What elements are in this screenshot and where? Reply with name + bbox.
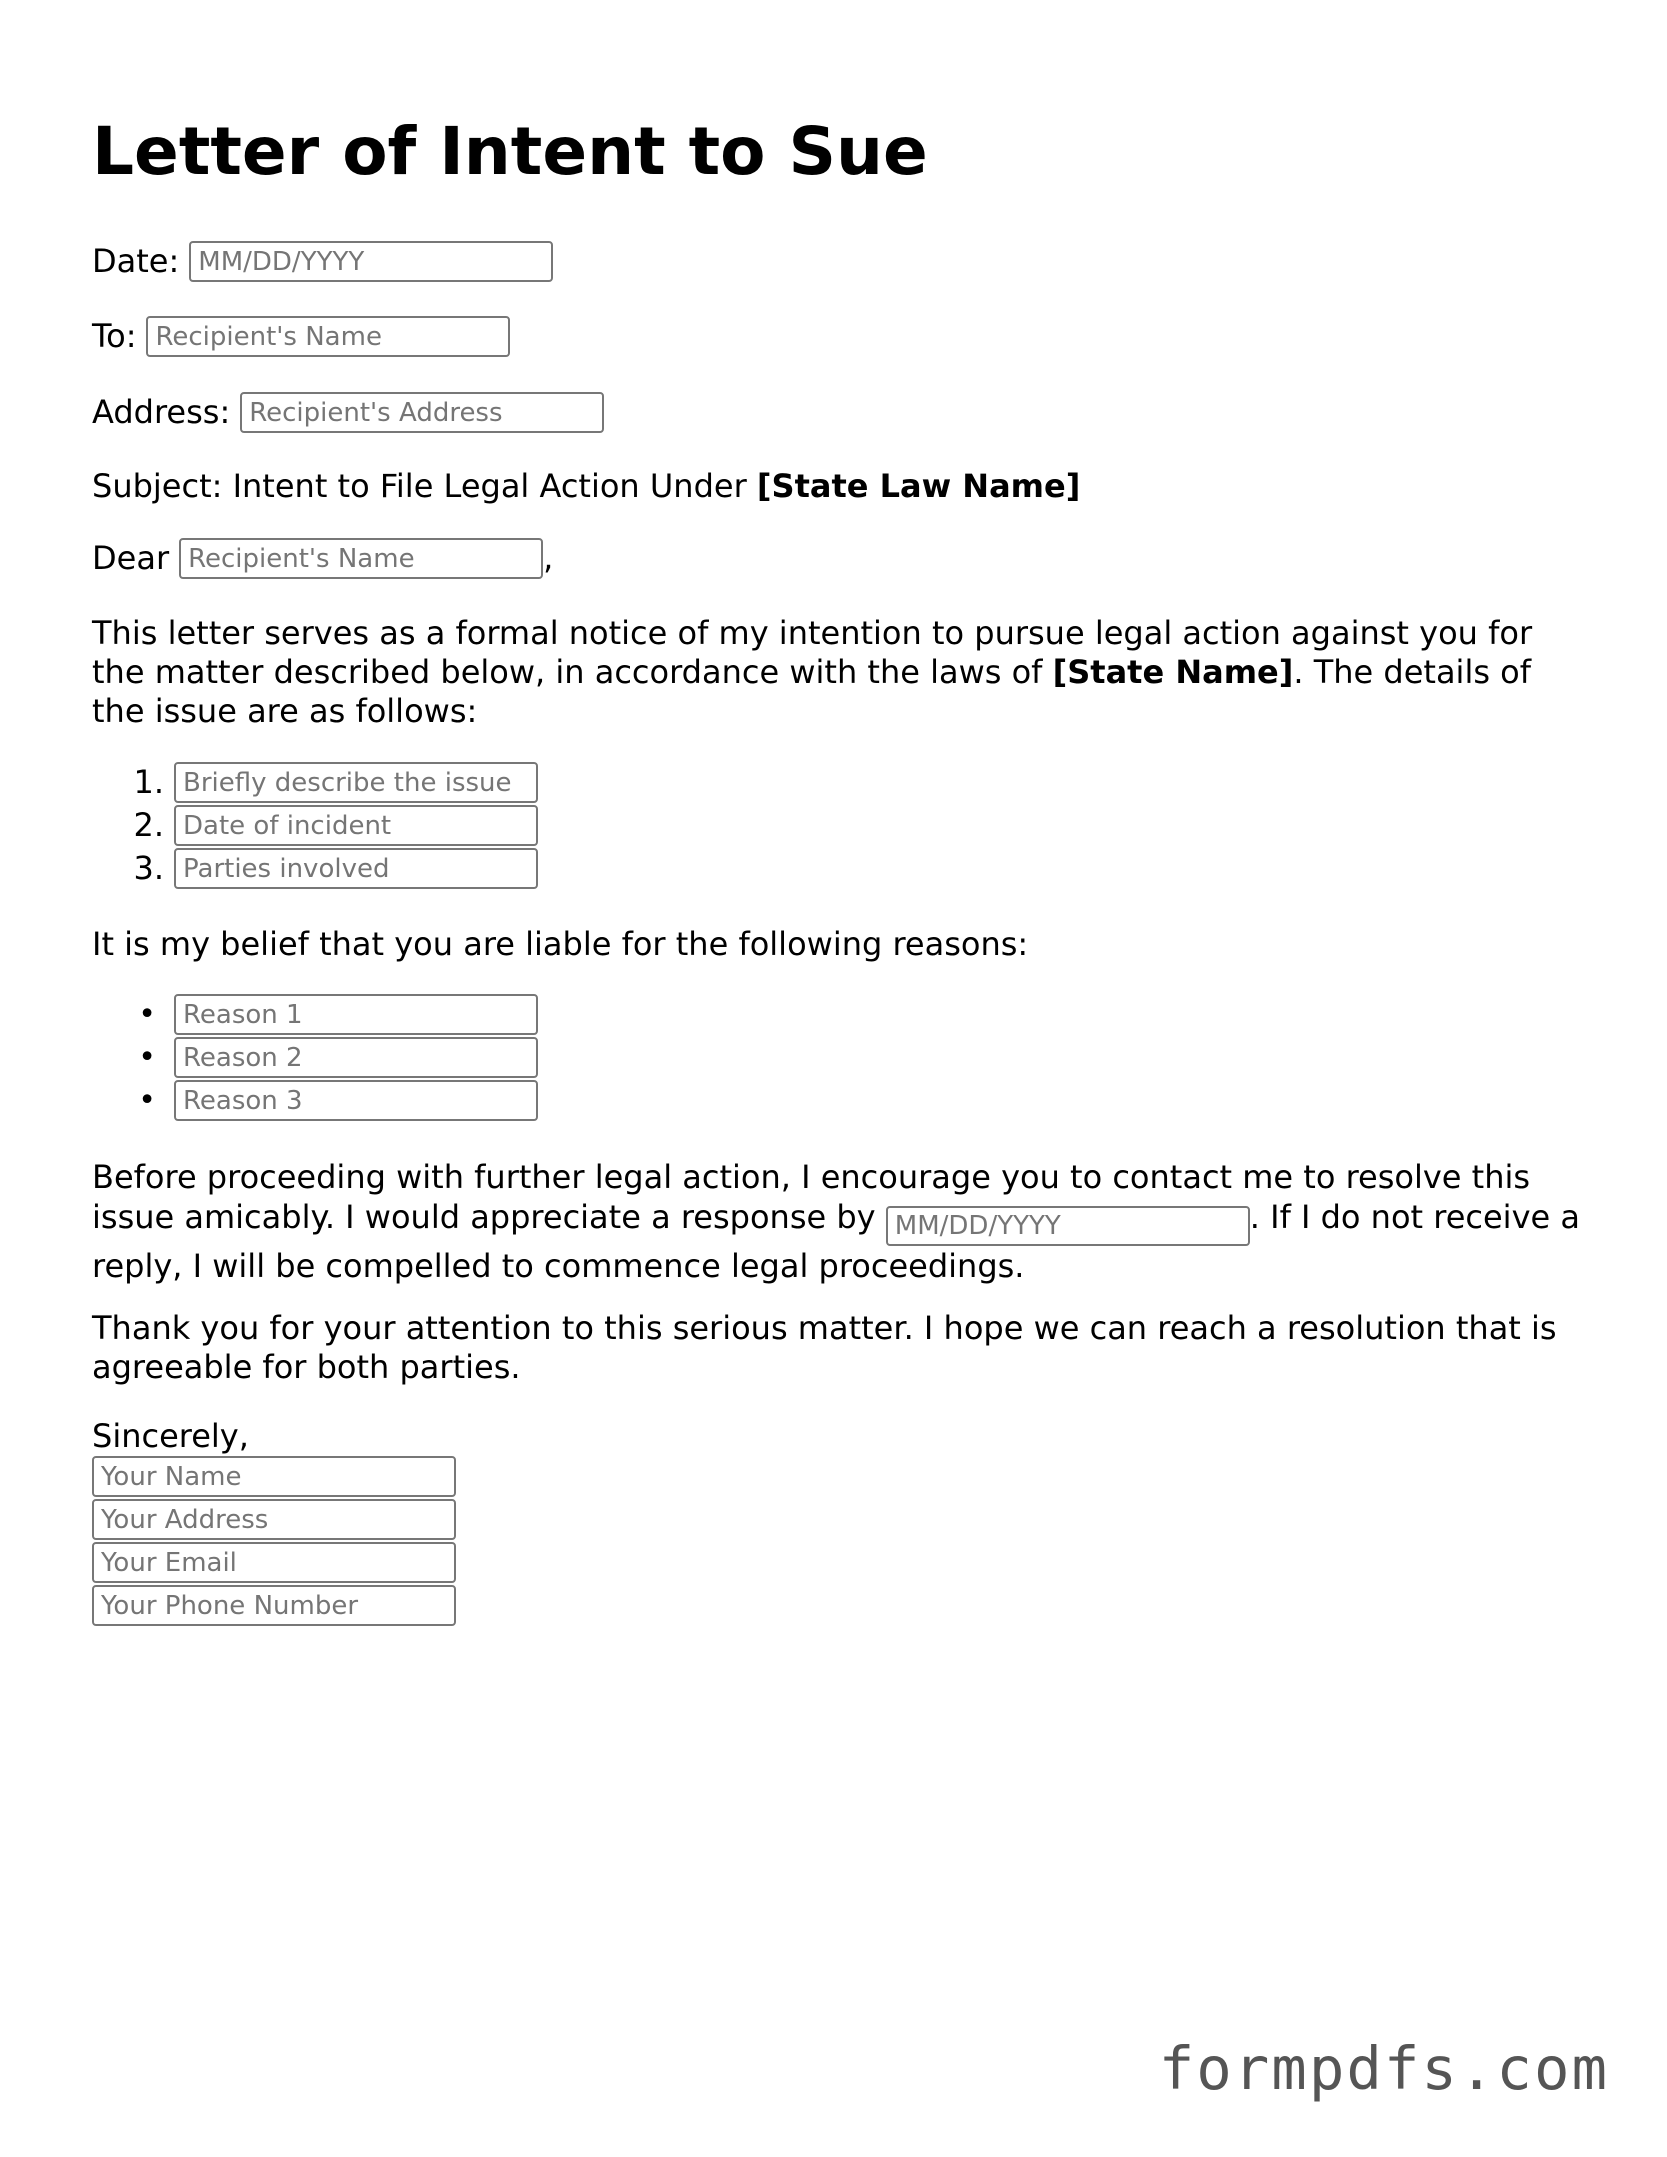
- list-number: 3.: [133, 849, 164, 887]
- sincerely-label: Sincerely,: [92, 1417, 249, 1455]
- date-input[interactable]: [189, 241, 553, 282]
- intro-text-2: . The details of the issue are as follows:: [92, 653, 1532, 730]
- response-text-2: . If I do not receive a reply, I will be compelled to commence legal proceedings.: [92, 1198, 1580, 1285]
- list-item: [92, 1036, 538, 1079]
- list-item: [92, 761, 538, 804]
- salutation-name-input[interactable]: [179, 538, 543, 579]
- bullet-icon: •: [138, 997, 156, 1032]
- intro-text-1: This letter serves as a formal notice of my intention to pursue legal action against you for the matter described below, in accordance with the laws of: [92, 614, 1533, 691]
- intro-state-name: [State Name]: [1052, 653, 1294, 691]
- subject-line: [92, 467, 1080, 506]
- salutation-row: [92, 538, 553, 579]
- your-phone-input[interactable]: [92, 1585, 456, 1626]
- list-number: 2.: [133, 806, 164, 844]
- issue-description-input[interactable]: [174, 762, 538, 803]
- incident-date-input[interactable]: [174, 805, 538, 846]
- date-label: Date:: [92, 242, 180, 280]
- response-date-input[interactable]: [886, 1206, 1250, 1246]
- liability-intro: It is my belief that you are liable for the following reasons:: [92, 925, 1029, 963]
- list-item: [92, 1079, 538, 1122]
- response-paragraph: [92, 1157, 1582, 1286]
- closing-paragraph: Thank you for your attention to this serious matter. I hope we can reach a resolution that is agreeable for both parties.: [92, 1309, 1557, 1386]
- to-row: [92, 316, 510, 357]
- date-row: [92, 241, 553, 282]
- reason-2-input[interactable]: [174, 1037, 538, 1078]
- reason-3-input[interactable]: [174, 1080, 538, 1121]
- list-item: [92, 993, 538, 1036]
- address-row: [92, 392, 604, 433]
- bullet-icon: •: [138, 1040, 156, 1075]
- your-address-input[interactable]: [92, 1499, 456, 1540]
- response-text-1: Before proceeding with further legal action, I encourage you to contact me to resolve this issue amicably. I would appreciate a response by: [92, 1158, 1531, 1236]
- recipient-name-input[interactable]: [146, 316, 510, 357]
- watermark: formpdfs.com: [1158, 2034, 1609, 2103]
- your-name-input[interactable]: [92, 1456, 456, 1497]
- your-email-input[interactable]: [92, 1542, 456, 1583]
- list-number: 1.: [133, 763, 164, 801]
- to-label: To:: [92, 317, 137, 355]
- dear-label: Dear: [92, 539, 170, 577]
- list-item: [92, 847, 538, 890]
- subject-law-name: [State Law Name]: [756, 467, 1081, 505]
- list-item: [92, 804, 538, 847]
- reason-1-input[interactable]: [174, 994, 538, 1035]
- parties-involved-input[interactable]: [174, 848, 538, 889]
- salutation-comma: ,: [543, 539, 554, 577]
- signature-block: [92, 1417, 456, 1628]
- address-label: Address:: [92, 393, 231, 431]
- bullet-icon: •: [138, 1083, 156, 1118]
- page-title: Letter of Intent to Sue: [92, 113, 928, 190]
- subject-prefix: Subject: Intent to File Legal Action Under: [92, 467, 757, 505]
- recipient-address-input[interactable]: [240, 392, 604, 433]
- intro-paragraph: [92, 614, 1582, 731]
